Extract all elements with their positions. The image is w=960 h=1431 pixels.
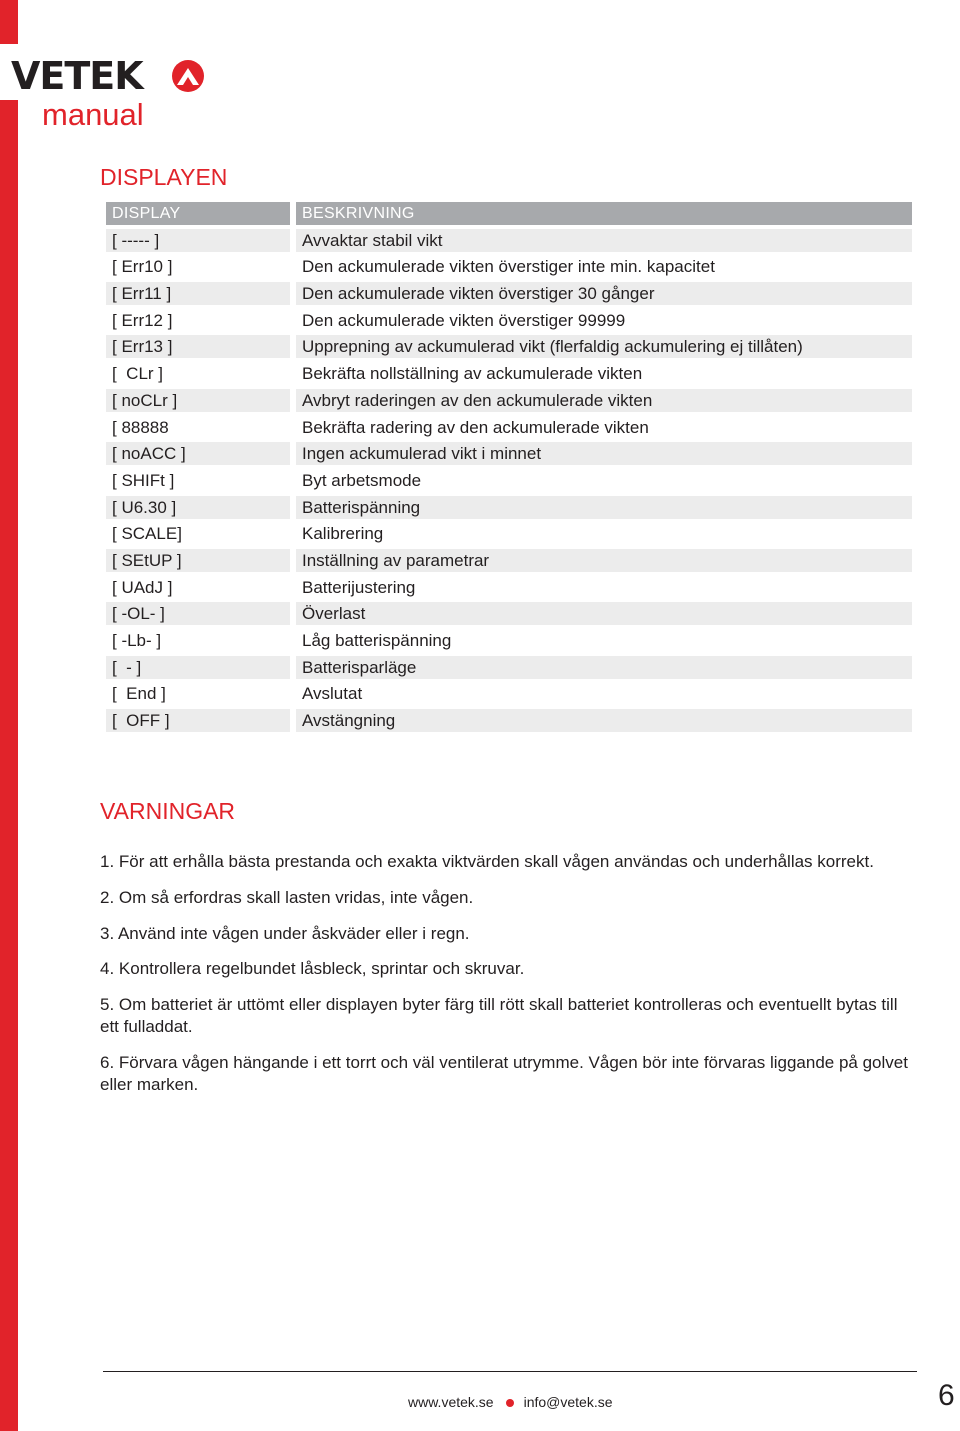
header-beskrivning: BESKRIVNING bbox=[296, 202, 912, 225]
table-row bbox=[106, 708, 912, 735]
table-row bbox=[106, 601, 912, 628]
display-code-cell: [ SHIFt ] bbox=[112, 470, 175, 490]
table-row bbox=[106, 361, 912, 388]
description-cell: Batterispänning bbox=[296, 496, 912, 519]
display-code-cell: [ SEtUP ] bbox=[106, 549, 290, 572]
display-code-cell: [ OFF ] bbox=[106, 709, 290, 732]
table-row bbox=[106, 281, 912, 308]
footer-contact bbox=[408, 1393, 613, 1411]
table-row bbox=[106, 388, 912, 415]
table-row bbox=[106, 334, 912, 361]
footer-website: www.vetek.se bbox=[408, 1394, 494, 1410]
warning-item bbox=[100, 994, 915, 1038]
table-row bbox=[106, 681, 912, 708]
warning-number: 2. bbox=[100, 888, 115, 907]
table-row bbox=[106, 308, 912, 335]
display-code-cell: [ UAdJ ] bbox=[112, 577, 173, 597]
red-accent-bar-top bbox=[0, 0, 18, 44]
warning-item bbox=[100, 1052, 915, 1096]
warning-number: 5. bbox=[100, 995, 115, 1014]
warning-number: 6. bbox=[100, 1053, 115, 1072]
description-cell: Den ackumulerade vikten överstiger 30 gånger bbox=[296, 282, 912, 305]
description-cell: Bekräfta radering av den ackumulerade vikten bbox=[302, 417, 649, 437]
table-row bbox=[106, 228, 912, 255]
table-row bbox=[106, 575, 912, 602]
description-cell: Upprepning av ackumulerad vikt (flerfaldig ackumulering ej tillåten) bbox=[296, 335, 912, 358]
warning-text: För att erhålla bästa prestanda och exakta viktvärden skall vågen användas och underhållas korrekt. bbox=[114, 852, 874, 871]
warning-text: Förvara vågen hängande i ett torrt och väl ventilerat utrymme. Vågen bör inte förvaras liggande på golvet eller marken. bbox=[100, 1053, 908, 1094]
description-cell: Kalibrering bbox=[302, 524, 384, 544]
warning-text: Använd inte vågen under åskväder eller i regn. bbox=[114, 924, 470, 943]
display-code-cell: [ End ] bbox=[112, 684, 166, 704]
description-cell: Den ackumulerade vikten överstiger 99999 bbox=[302, 310, 626, 330]
table-row bbox=[106, 628, 912, 655]
bullet-dot-icon bbox=[506, 1399, 514, 1407]
display-code-cell: [ CLr ] bbox=[112, 364, 164, 384]
display-code-cell: [ noACC ] bbox=[106, 442, 290, 465]
description-cell: Byt arbetsmode bbox=[302, 470, 422, 490]
footer-divider bbox=[103, 1371, 917, 1372]
display-code-cell: [ U6.30 ] bbox=[106, 496, 290, 519]
manual-subtitle: manual bbox=[42, 97, 144, 132]
display-code-cell: [ noCLr ] bbox=[106, 389, 290, 412]
description-cell: Ingen ackumulerad vikt i minnet bbox=[296, 442, 912, 465]
table-row bbox=[106, 495, 912, 522]
description-cell: Överlast bbox=[296, 602, 912, 625]
description-cell: Batterijustering bbox=[302, 577, 416, 597]
warning-text: Om batteriet är uttömt eller displayen byter färg till rött skall batteriet kontrolleras och eventuellt bytas till ett fulladdat. bbox=[100, 995, 898, 1036]
table-row bbox=[106, 548, 912, 575]
vetek-mark-icon bbox=[171, 59, 205, 93]
display-code-cell: [ -Lb- ] bbox=[112, 631, 162, 650]
display-code-cell: [ -OL- ] bbox=[106, 602, 290, 625]
table-row bbox=[106, 655, 912, 682]
warning-item bbox=[100, 923, 915, 945]
description-cell: Inställning av parametrar bbox=[296, 549, 912, 572]
section-title-displayen: DISPLAYEN bbox=[100, 164, 228, 190]
display-code-cell: [ SCALE] bbox=[112, 524, 182, 544]
display-code-cell: [ 88888 bbox=[112, 417, 169, 437]
page-number: 6 bbox=[938, 1379, 955, 1412]
table-row bbox=[106, 521, 912, 548]
warning-item bbox=[100, 851, 915, 873]
table-row bbox=[106, 415, 912, 442]
display-code-cell: [ Err13 ] bbox=[106, 335, 290, 358]
section-title-varningar: VARNINGAR bbox=[100, 798, 236, 824]
description-cell: Avslutat bbox=[302, 684, 363, 704]
description-cell: Den ackumulerade vikten överstiger inte min. kapacitet bbox=[302, 257, 715, 277]
display-code-cell: [ Err10 ] bbox=[112, 257, 173, 277]
red-accent-bar-side bbox=[0, 100, 18, 1431]
table-row bbox=[106, 468, 912, 495]
description-cell: Batterisparläge bbox=[296, 656, 912, 679]
warning-text: Kontrollera regelbundet låsbleck, sprintar och skruvar. bbox=[114, 959, 525, 978]
description-cell: Avbryt raderingen av den ackumulerade vikten bbox=[296, 389, 912, 412]
description-cell: Bekräfta nollställning av ackumulerade vikten bbox=[302, 364, 643, 384]
warning-text: Om så erfordras skall lasten vridas, inte vågen. bbox=[114, 888, 474, 907]
description-cell: Låg batterispänning bbox=[302, 631, 452, 650]
description-cell: Avvaktar stabil vikt bbox=[296, 229, 912, 252]
display-table bbox=[106, 201, 912, 735]
logo-text: VETEK bbox=[11, 54, 143, 98]
header-display: DISPLAY bbox=[106, 202, 290, 225]
warning-item bbox=[100, 958, 915, 980]
footer-email: info@vetek.se bbox=[523, 1394, 613, 1410]
display-code-cell: [ Err12 ] bbox=[112, 310, 173, 330]
description-cell: Avstängning bbox=[296, 709, 912, 732]
warning-number: 4. bbox=[100, 959, 115, 978]
warning-number: 1. bbox=[100, 852, 115, 871]
table-row bbox=[106, 254, 912, 281]
display-code-cell: [ - ] bbox=[106, 656, 290, 679]
table-header-row bbox=[106, 201, 912, 228]
table-row bbox=[106, 441, 912, 468]
display-code-cell: [ ----- ] bbox=[106, 229, 290, 252]
warning-number: 3. bbox=[100, 924, 115, 943]
display-code-cell: [ Err11 ] bbox=[106, 282, 290, 305]
warning-item bbox=[100, 887, 915, 909]
